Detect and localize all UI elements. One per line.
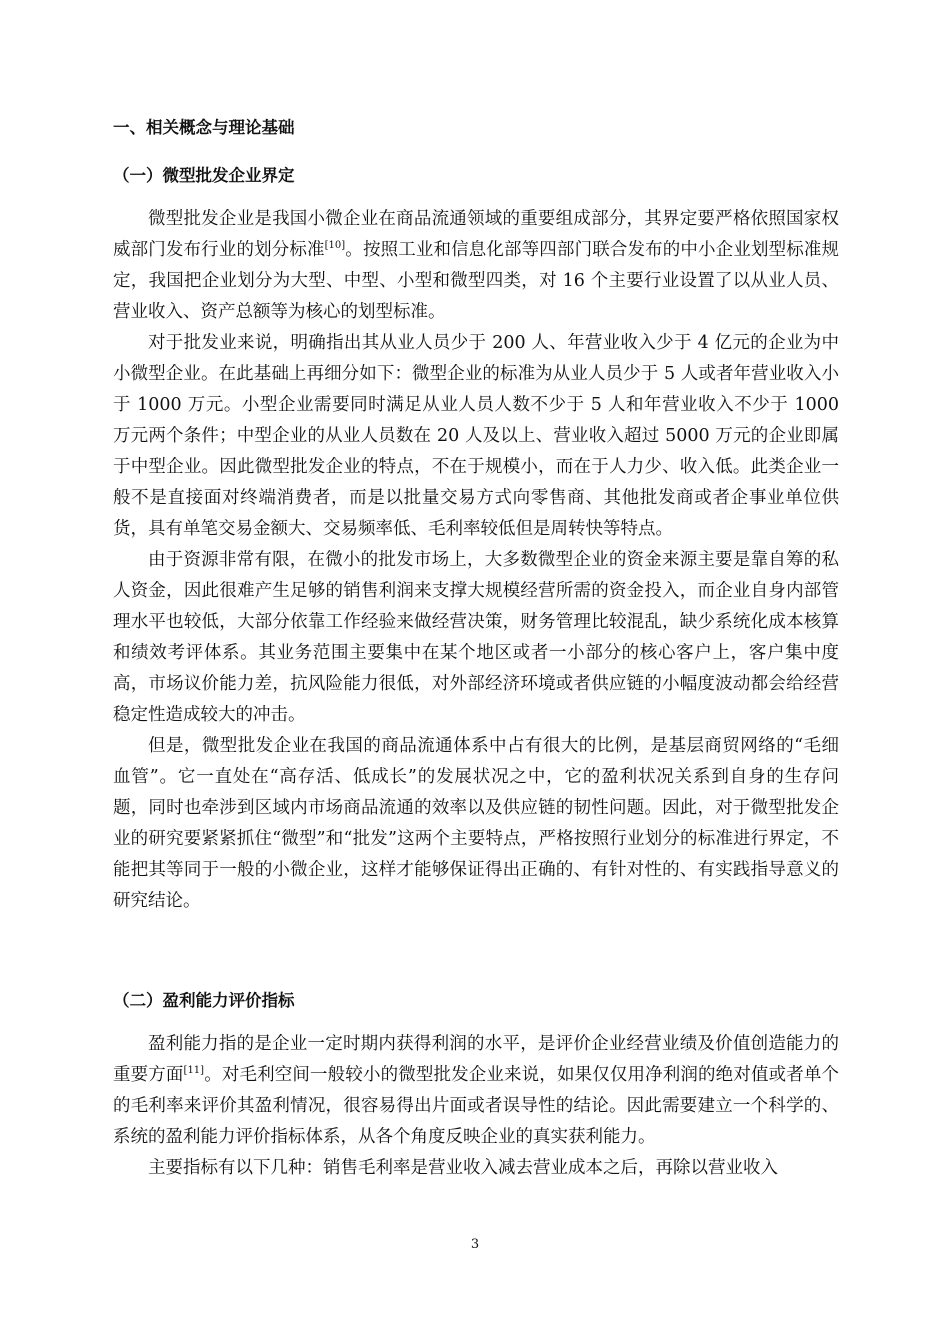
paragraph: 微型批发企业是我国小微企业在商品流通领域的重要组成部分，其界定要严格依照国家权威部门发布行业的划分标准[10]。按照工业和信息化部等四部门联合发布的中小企业划型标准规定，我国把企业划分为大型、中型、小型和微型四类，对 16 个主要行业设置了以从业人员、营业收入、资产总额等为核心的划型标准。 [113,209,839,322]
paragraph: 由于资源非常有限，在微小的批发市场上，大多数微型企业的资金来源主要是靠自筹的私人资金，因此很难产生足够的销售利润来支撑大规模经营所需的资金投入，而企业自身内部管理水平也较低，大部分依靠工作经验来做经营决策，财务管理比较混乱，缺少系统化成本核算和绩效考评体系。其业务范围主要集中在某个地区或者一小部分的核心客户上，客户集中度高，市场议价能力差，抗风险能力很低，对外部经济环境或者供应链的小幅度波动都会给经营稳定性造成较大的冲击。 [113,550,839,725]
subsection-2-body [113,1029,839,1184]
paragraph: 对于批发业来说，明确指出其从业人员少于 200 人、年营业收入少于 4 亿元的企业为中小微型企业。在此基础上再细分如下：微型企业的标准为从业人员少于 5 人或者年营业收入小于 1000 万元。小型企业需要同时满足从业人员人数不少于 5 人和年营业收入不少于 1000 万元两个条件；中型企业的从业人员数在 20 人及以上、营业收入超过 5000 万元的企业即属于中型企业。因此微型批发企业的特点，不在于规模小，而在于人力少、收入低。此类企业一般不是直接面对终端消费者，而是以批量交易方式向零售商、其他批发商或者企事业单位供货，具有单笔交易金额大、交易频率低、毛利率较低但是周转快等特点。 [113,333,839,539]
paragraph: 盈利能力指的是企业一定时期内获得利润的水平，是评价企业经营业绩及价值创造能力的重要方面[11]。对毛利空间一般较小的微型批发企业来说，如果仅仅用净利润的绝对值或者单个的毛利率来评价其盈利情况，很容易得出片面或者误导性的结论。因此需要建立一个科学的、系统的盈利能力评价指标体系，从各个角度反映企业的真实获利能力。 [113,1034,839,1147]
subsection-heading-2: （二）盈利能力评价指标 [113,991,295,1010]
section-heading: 一、相关概念与理论基础 [113,118,295,137]
citation-ref: [10] [324,240,346,251]
paragraph: 但是，微型批发企业在我国的商品流通体系中占有很大的比例，是基层商贸网络的“毛细血管”。它一直处在“高存活、低成长”的发展状况之中，它的盈利状况关系到自身的生存问题，同时也牵涉到区域内市场商品流通的效率以及供应链的韧性问题。因此，对于微型批发企业的研究要紧紧抓住“微型”和“批发”这两个主要特点，严格按照行业划分的标准进行界定，不能把其等同于一般的小微企业，这样才能够保证得出正确的、有针对性的、有实践指导意义的研究结论。 [113,736,839,911]
subsection-1-body [113,204,839,917]
page-number: 3 [470,1237,480,1252]
subsection-heading-1: （一）微型批发企业界定 [113,166,295,185]
citation-ref: [11] [183,1065,205,1076]
paragraph: 主要指标有以下几种：销售毛利率是营业收入减去营业成本之后，再除以营业收入 [148,1158,778,1178]
